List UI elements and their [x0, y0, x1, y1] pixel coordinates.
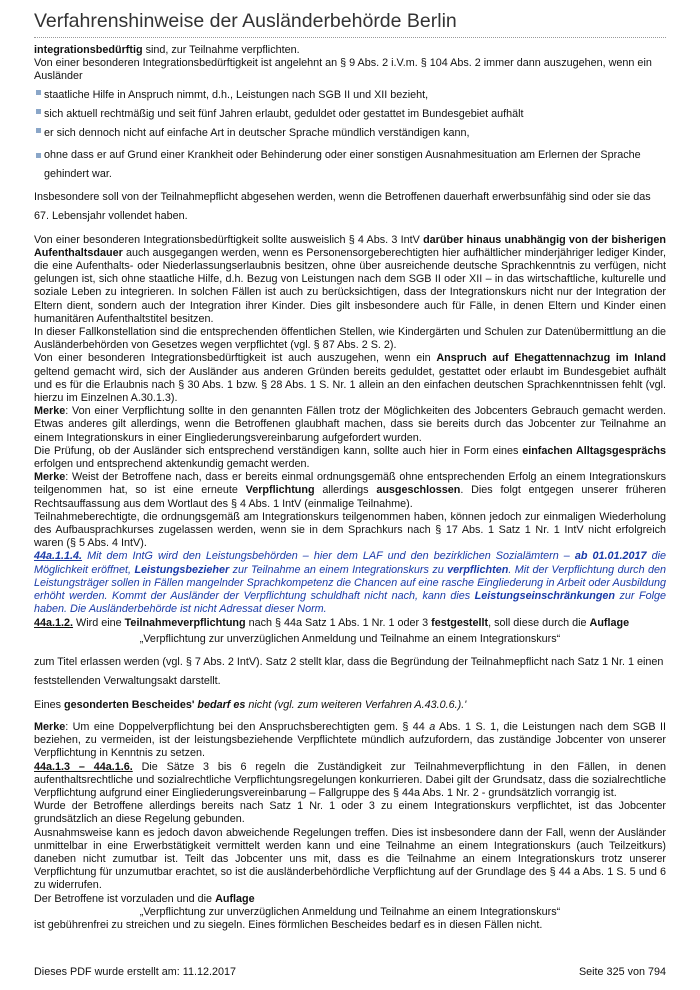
list-item: er sich dennoch nicht auf einfache Art in deutscher Sprache mündlich verständigen kann, — [34, 124, 666, 143]
auflage-quote-1: „Verpflichtung zur unverzüglichen Anmeldung und Teilnahme an einem Integrationskurs“ — [139, 632, 561, 645]
paragraph-von-einer-2: Von einer besonderen Integrationsbedürftigkeit ist auch auszugehen, wenn ein Anspruch auf Ehegattennachzug im Inland geltend gemacht wird, sich der Ausländer aus anderen Gründen bereits geduldet, gestattet oder erlaubt im Bundesgebiet aufhält und es für die Erlaubnis nach § 30 Abs. 1 bzw. § 28 Abs. 1 S. Nr. 1 allein an den einfachen deutschen Sprachkenntnissen fehlt (vgl. hierzu im Einzelnen A.30.1.3). — [34, 352, 666, 405]
list-item: ohne dass er auf Grund einer Krankheit oder Behinderung oder einer sonstigen Ausnahmesituation am Erlernen der Sprache gehindert war. — [34, 146, 666, 184]
paragraph-insbesondere: Insbesondere soll von der Teilnahmepflicht abgesehen werden, wenn die Betroffenen dauerhaft erwerbsunfähig sind oder sie das 67. Lebensjahr vollendet haben. — [34, 190, 651, 222]
paragraph-fallkonstellation: In dieser Fallkonstellation sind die entsprechenden öffentlichen Stellen, wie Kindergärten und Schulen zur Datenübermittlung an die Ausländerbehörden von Gesetzes wegen verpflichtet (vgl. § 87 Abs. 2 S. 2). — [34, 326, 666, 352]
section-44a-1-2: 44a.1.2. Wird eine Teilnahmeverpflichtung nach § 44a Satz 1 Abs. 1 Nr. 1 oder 3 festgestellt, soll diese durch die Auflage — [34, 616, 630, 629]
paragraph-ausnahmsweise: Ausnahmsweise kann es jedoch davon abweichende Regelungen treffen. Dies ist insbesondere dann der Fall, wenn der Ausländer unmittelbar in eine Erwerbstätigkeit vermittelt werden kann und eine Teilnahme an einem Integrationskurs (auch Teilzeitkurs) daneben nicht zumutbar ist. Teilt das Jobcenter uns mit, dass es die Teilnahme an einem Integrationskurs trotz unserer Verpflichtung für unzumutbar erachtet, so ist die ausländerbehördliche Verpflichtung auf der Grundlage des § 44 a Abs. 1 S. 5 und 6 zu widerrufen. — [34, 826, 666, 892]
list-item: staatliche Hilfe in Anspruch nimmt, d.h., Leistungen nach SGB II und XII bezieht, — [34, 86, 666, 105]
intro-paragraph: integrationsbedürftig sind, zur Teilnahme verpflichten. Von einer besonderen Integrationsbedürftigkeit ist angelehnt an § 9 Abs. 2 i.V.m. § 104 Abs. 2 immer dann auszugehen, wenn ein Ausländer — [34, 44, 652, 83]
section-number: 44a.1.2. — [34, 616, 74, 629]
paragraph-merke-1: Merke: Von einer Verpflichtung sollte in den genannten Fällen trotz der Möglichkeiten des Jobcenters Gebrauch gemacht werden. Etwas anderes gilt allerdings, wenn die Betroffenen glaubhaft machen, dass sie bereits durch das Jobcenter zur Teilnahme an einem Integrationskurs in einer Eingliederungsvereinbarung aufgefordert wurden. — [34, 405, 666, 444]
paragraph-gebuehrenfrei: ist gebührenfrei zu streichen und zu siegeln. Eines förmlichen Bescheides bedarf es in diesen Fällen nicht. — [34, 918, 543, 931]
section-44a-1-1-4: 44a.1.1.4. Mit dem IntG wird den Leistungsbehörden – hier dem LAF und den bezirklichen Sozialämtern – ab 01.01.2017 die Möglichkeit eröffnet, Leistungsbezieher zur Teilnahme an einem Integrationskurs zu verpflichten. Mit der Verpflichtung durch den Leistungsträger sollen in Fällen mangelnder Sprachkompetenz die Chancen auf eine rasche Eingliederung in Arbeit oder Ausbildung erhöht werden. Kommt der Ausländer der Verpflichtung schuldhaft nicht nach, kann dies Leistungseinschränkungen zur Folge haben. Die Ausländerbehörde ist nicht Adressat dieser Norm. — [34, 550, 666, 616]
header-divider — [34, 37, 666, 38]
paragraph-merke-3: Merke: Um eine Doppelverpflichtung bei den Anspruchsberechtigten gem. § 44 a Abs. 1 S. 1, die Leistungen nach dem SGB II beziehen, zu vermeiden, ist der leistungsbeziehende Verpflichtete mündlich aufzufordern, das zuständige Jobcenter von unserer Verpflichtung in Kenntnis zu setzen. — [34, 720, 666, 760]
page-header-title: Verfahrenshinweise der Ausländerbehörde Berlin — [34, 10, 457, 32]
condition-list — [34, 86, 666, 184]
paragraph-von-einer-1: Von einer besonderen Integrationsbedürftigkeit sollte ausweislich § 4 Abs. 3 IntV darüber hinaus unabhängig von der bisherigen Aufenthaltsdauer auch ausgegangen werden, wenn es Personensorgeberechtigten hier aufhältlicher minderjähriger lediger Kinder, die eine Aufenthalts- oder Niederlassungserlaubnis besitzen, ohne über ausreichende deutsche Sprachkenntnis zu verfügen, nicht gelungen ist, sich ohne staatliche Hilfe, d.h. Bezug von Leistungen nach dem SGB II oder XII – in das wirtschaftliche, kulturelle und soziale Leben zu integrieren. In solchen Fällen ist auch zu berücksichtigen, dass der Integrationskurs nicht nur der Integration der Eltern dient, sondern auch der Integration ihrer Kinder. Dies gilt insbesondere auch für Fälle, in denen Eltern und Kinder einen humanitären Aufenthaltstitel besitzen. — [34, 233, 666, 325]
footer-page-number: Seite 325 von 794 — [578, 966, 666, 978]
paragraph-zum-titel: zum Titel erlassen werden (vgl. § 7 Abs. 2 IntV). Satz 2 stellt klar, dass die Begründung der Teilnahmepflicht nach Satz 1 Nr. 1 einen feststellenden Verwaltungsakt darstellt. — [34, 655, 664, 687]
section-number: 44a.1.3 – 44a.1.6. — [34, 760, 133, 773]
paragraph-pruefung: Die Prüfung, ob der Ausländer sich entsprechend verständigen kann, sollte auch hier in Form eines einfachen Alltagsgesprächs erfolgen und entsprechend aktenkundig gemacht werden. — [34, 444, 666, 471]
section-number: 44a.1.1.4. — [34, 550, 83, 563]
bold-term: integrationsbedürftig — [34, 44, 143, 56]
list-item: sich aktuell rechtmäßig und seit fünf Jahren erlaubt, geduldet oder gestattet im Bundesgebiet aufhält — [34, 105, 666, 124]
paragraph-merke-2: Merke: Weist der Betroffene nach, dass er bereits einmal ordnungsgemäß ohne entsprechenden Erfolg an einem Integrationskurs teilgenommen hat, so ist eine erneute Verpflichtung allerdings ausgeschlossen. Dies folgt entgegen unserer früheren Rechtsauffassung aus dem Wortlaut des § 4 Abs. 1 IntV (einmalige Teilnahme). — [34, 471, 666, 510]
paragraph-teilnahmeberechtigte: Teilnahmeberechtigte, die ordnungsgemäß am Integrationskurs teilgenommen haben, können jedoch zur einmaligen Wiederholung des Aufbausprachkurses zugelassen werden, wenn sie in dem Sprachkurs nach § 17 Abs. 1 Satz 1 Nr. 1 IntV nicht erfolgreich waren (§ 5 Abs. 4 IntV). — [34, 510, 666, 550]
bullet-icon — [36, 153, 41, 158]
paragraph-eines-bescheides: Eines gesonderten Bescheides' bedarf es nicht (vgl. zum weiteren Verfahren A.43.0.6.).' — [34, 698, 467, 711]
auflage-quote-2: „Verpflichtung zur unverzüglichen Anmeldung und Teilnahme an einem Integrationskurs“ — [139, 905, 561, 918]
paragraph-wurde: Wurde der Betroffene allerdings bereits nach Satz 1 Nr. 1 oder 3 zu einem Integrationskurs verpflichtet, ist das Jobcenter grundsätzlich an diese Regelung gebunden. — [34, 800, 666, 826]
paragraph-vorzuladen: Der Betroffene ist vorzuladen und die Auflage — [34, 892, 255, 905]
bullet-icon — [36, 128, 41, 133]
bullet-icon — [36, 90, 41, 95]
document-body — [34, 44, 666, 932]
bullet-icon — [36, 109, 41, 114]
section-44a-1-3: 44a.1.3 – 44a.1.6. Die Sätze 3 bis 6 regeln die Zuständigkeit zur Teilnahmeverpflichtung in den Fällen, in denen aufenthaltsrechtliche und sozialrechtliche Verpflichtungsregelungen konkurrieren. Dabei gilt der Grundsatz, dass die sozialrechtliche Verpflichtung aufgrund einer Eingliederungsvereinbarung – Fallgruppe des § 44a Abs. 1 Nr. 2 - grundsätzlich vorrangig ist. — [34, 760, 666, 799]
footer-created-date: Dieses PDF wurde erstellt am: 11.12.2017 — [34, 966, 237, 978]
